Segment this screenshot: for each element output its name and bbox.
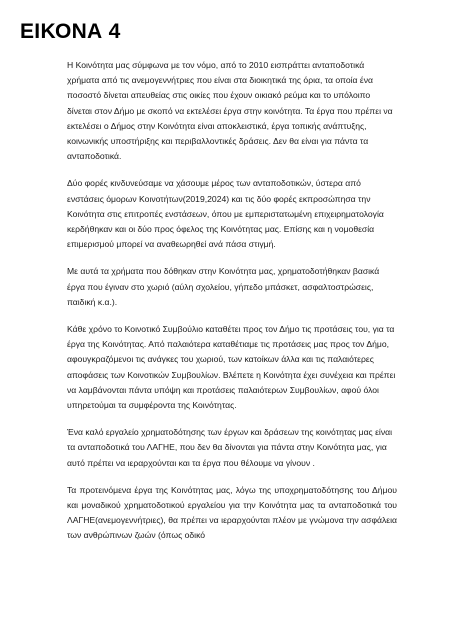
- paragraph: Κάθε χρόνο το Κοινοτικό Συμβούλιο καταθέτει προς τον Δήμο τις προτάσεις του, για τα έργα της Κοινότητας. Από παλαιότερα καταθέτιαμε τις προτάσεις μας προς τον Δήμο, αφουγκραζόμενοι τις ανάγκες του χωριού, των κατοίκων άλλα και τις παλαιότερες αποφάσεις των Κοινοτικών Συμβουλίων. Βλέπετε η Κοινότητα έχει συνέχεια και πρέπει να λαμβάνονται πάντα υπόψη και προτάσεις παλαιότερων Συμβουλίων, αφού όλοι υπηρετούμαι τα συμφέροντα της Κοινότητας.: [67, 324, 396, 411]
- paragraph: Τα προτεινόμενα έργα της Κοινότητας μας, λόγω της υποχρηματοδότησης του Δήμου και μοναδικού χρηματοδοτικού εργαλείου για την Κοινότητα μας τα ανταποδοτικά του ΛΑΓΗΕ(ανεμογεννήτριες), θα πρέπει να ιεραρχούνται πλέον με γνώμονα την ασφάλεια των ανθρώπινων ζωών (όπως οδικό: [67, 484, 397, 541]
- paragraph: Η Κοινότητα μας σύμφωνα με τον νόμο, από το 2010 εισπράττει ανταποδοτικά χρήματα από τις ανεμογεννήτριες που είναι στα διοικητικά της όρια, τα οποία ένα ποσοστό δίνεται απευθείας στις οικίες που έχουν οικιακό ρεύμα και το υπόλοιπο δίνεται στον Δήμο με σκοπό να εκτελέσει έργα στην κοινότητα. Τα έργα που πρέπει να εκτελέσει ο Δήμος στην Κοινότητα είναι αποκλειστικά, έργα τοπικής ανάπτυξης, κοινωνικής υποστήριξης και περιβαλλοντικές δράσεις. Δεν θα είναι για πάντα τα ανταποδοτικά.: [67, 60, 393, 162]
- page-title: ΕΙΚΟΝΑ 4: [20, 20, 121, 43]
- paragraph: Δύο φορές κινδυνεύσαμε να χάσουμε μέρος των ανταποδοτικών, ύστερα από ενστάσεις όμορων Κοινοτήτων(2019,2024) και τις δύο φορές εκπροσώπησα την Κοινότητα στις επιτροπές ενστάσεων, όπου με εμπεριστατωμένη επιχειρηματολογία κερδήθηκαν και οι δύο προς όφελος της Κοινότητας μας. Επίσης και η νομοθεσία επιμερισμού μπορεί να αναθεωρηθεί ανά πάσα στιγμή.: [67, 178, 384, 250]
- document-body: [67, 58, 397, 556]
- paragraph: Ένα καλό εργαλείο χρηματοδότησης των έργων και δράσεων της κοινότητας μας είναι τα ανταποδοτικά του ΛΑΓΗΕ, που δεν θα δίνονται για πάντα στην Κοινότητα μας, για αυτό πρέπει να ιεραρχούνται και τα έργα που θέλουμε να γίνουν .: [67, 427, 393, 468]
- paragraph: Με αυτά τα χρήματα που δόθηκαν στην Κοινότητα μας, χρηματοδοτήθηκαν βασικά έργα που έγιναν στο χωριό (αύλη σχολείου, γήπεδο μπάσκετ, ασφαλτοστρώσεις, παιδική κ.α.).: [67, 266, 380, 307]
